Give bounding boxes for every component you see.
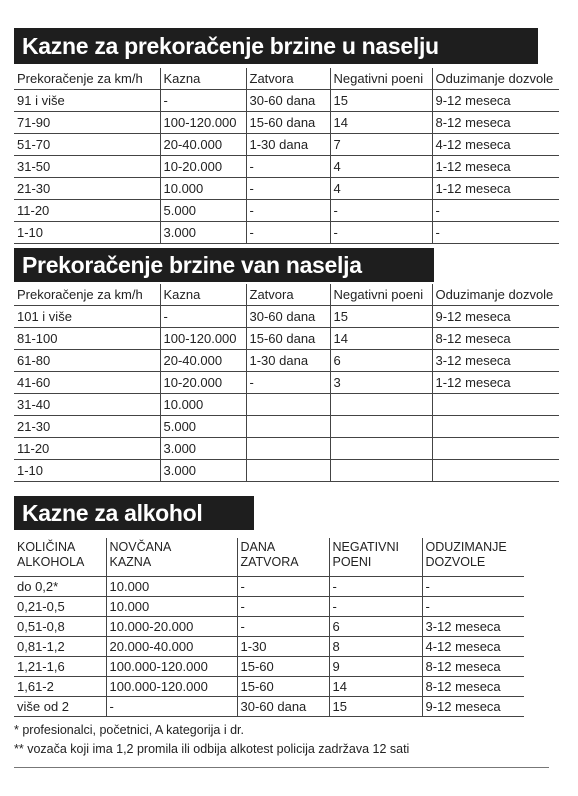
table-row bbox=[14, 460, 559, 482]
table-cell: 100-120.000 bbox=[160, 328, 246, 350]
column-header: NOVČANA KAZNA bbox=[106, 538, 237, 577]
table-row bbox=[14, 178, 559, 200]
table-cell: 1-12 meseca bbox=[432, 178, 559, 200]
table-row bbox=[14, 677, 524, 697]
column-header: KOLIČINA ALKOHOLA bbox=[14, 538, 106, 577]
table-cell bbox=[330, 460, 432, 482]
alcohol-table bbox=[14, 538, 524, 717]
table-cell: 4 bbox=[330, 178, 432, 200]
table-cell: 100-120.000 bbox=[160, 112, 246, 134]
table-row bbox=[14, 657, 524, 677]
table-cell: 91 i više bbox=[14, 90, 160, 112]
table-cell: 1-10 bbox=[14, 460, 160, 482]
table-header-row bbox=[14, 284, 559, 306]
table-cell: 5.000 bbox=[160, 200, 246, 222]
table-cell: 20-40.000 bbox=[160, 350, 246, 372]
table-cell bbox=[432, 460, 559, 482]
table-cell: 9 bbox=[329, 657, 422, 677]
table-cell bbox=[432, 394, 559, 416]
table-cell: 1-30 dana bbox=[246, 134, 330, 156]
column-header: Zatvora bbox=[246, 68, 330, 90]
table-cell: 15 bbox=[330, 306, 432, 328]
table-cell: 14 bbox=[329, 677, 422, 697]
footnote: * profesionalci, početnici, A kategorija i dr. bbox=[14, 723, 244, 737]
table-row bbox=[14, 222, 559, 244]
column-header: Oduzimanje dozvole bbox=[432, 284, 559, 306]
speed-urban-table bbox=[14, 68, 559, 244]
table-cell: 21-30 bbox=[14, 416, 160, 438]
table-cell: - bbox=[160, 90, 246, 112]
table-cell: 30-60 dana bbox=[246, 90, 330, 112]
table-cell: - bbox=[330, 200, 432, 222]
table-cell bbox=[330, 394, 432, 416]
table-cell: 31-50 bbox=[14, 156, 160, 178]
table-cell: 4 bbox=[330, 156, 432, 178]
table-cell: 0,81-1,2 bbox=[14, 637, 106, 657]
table-cell: 15 bbox=[329, 697, 422, 717]
table-cell: - bbox=[246, 372, 330, 394]
table-cell: 1-10 bbox=[14, 222, 160, 244]
table-cell: 10.000 bbox=[160, 178, 246, 200]
table-cell: - bbox=[160, 306, 246, 328]
column-header: Negativni poeni bbox=[330, 68, 432, 90]
column-header: Prekoračenje za km/h bbox=[14, 68, 160, 90]
footnotes bbox=[14, 721, 564, 759]
table-cell: 8-12 meseca bbox=[422, 657, 524, 677]
table-cell: 11-20 bbox=[14, 438, 160, 460]
column-header: Zatvora bbox=[246, 284, 330, 306]
table-cell: 51-70 bbox=[14, 134, 160, 156]
table-cell: 30-60 dana bbox=[237, 697, 329, 717]
table-cell: 0,51-0,8 bbox=[14, 617, 106, 637]
speed-rural-section bbox=[14, 248, 564, 482]
table-cell bbox=[246, 416, 330, 438]
table-cell: 6 bbox=[329, 617, 422, 637]
table-cell: 8-12 meseca bbox=[432, 328, 559, 350]
table-cell: 31-40 bbox=[14, 394, 160, 416]
column-header: Kazna bbox=[160, 284, 246, 306]
table-cell: 10.000 bbox=[160, 394, 246, 416]
table-cell: - bbox=[237, 577, 329, 597]
table-cell: 21-30 bbox=[14, 178, 160, 200]
table-cell: 71-90 bbox=[14, 112, 160, 134]
table-row bbox=[14, 697, 524, 717]
table-cell: više od 2 bbox=[14, 697, 106, 717]
table-cell: 10-20.000 bbox=[160, 372, 246, 394]
table-cell: 8-12 meseca bbox=[422, 677, 524, 697]
table-cell: 6 bbox=[330, 350, 432, 372]
table-row bbox=[14, 306, 559, 328]
table-cell: - bbox=[329, 577, 422, 597]
table-cell: 3-12 meseca bbox=[422, 617, 524, 637]
speed-rural-table bbox=[14, 284, 559, 482]
table-cell: 15-60 dana bbox=[246, 328, 330, 350]
table-cell: 81-100 bbox=[14, 328, 160, 350]
table-cell: 4-12 meseca bbox=[422, 637, 524, 657]
table-cell: 9-12 meseca bbox=[432, 306, 559, 328]
table-cell: do 0,2* bbox=[14, 577, 106, 597]
table-cell: - bbox=[106, 697, 237, 717]
table-cell: 1,21-1,6 bbox=[14, 657, 106, 677]
table-cell: 20-40.000 bbox=[160, 134, 246, 156]
table-cell: - bbox=[246, 156, 330, 178]
table-row bbox=[14, 394, 559, 416]
table-cell: 3.000 bbox=[160, 460, 246, 482]
table-cell: 3.000 bbox=[160, 222, 246, 244]
table-cell: 30-60 dana bbox=[246, 306, 330, 328]
table-cell: - bbox=[422, 577, 524, 597]
table-cell: 20.000-40.000 bbox=[106, 637, 237, 657]
table-cell: 7 bbox=[330, 134, 432, 156]
table-cell: 8 bbox=[329, 637, 422, 657]
table-cell: - bbox=[237, 597, 329, 617]
table-row bbox=[14, 372, 559, 394]
table-cell bbox=[246, 438, 330, 460]
table-cell: - bbox=[422, 597, 524, 617]
column-header: Oduzimanje dozvole bbox=[432, 68, 559, 90]
table-cell: - bbox=[432, 200, 559, 222]
table-cell: 14 bbox=[330, 112, 432, 134]
table-row bbox=[14, 597, 524, 617]
table-cell: 9-12 meseca bbox=[422, 697, 524, 717]
table-cell: 9-12 meseca bbox=[432, 90, 559, 112]
table-cell: - bbox=[246, 200, 330, 222]
column-header: NEGATIVNI POENI bbox=[329, 538, 422, 577]
table-cell: 3-12 meseca bbox=[432, 350, 559, 372]
table-cell bbox=[246, 460, 330, 482]
table-cell: 15-60 dana bbox=[246, 112, 330, 134]
table-cell: 1-30 dana bbox=[246, 350, 330, 372]
table-cell: 1-12 meseca bbox=[432, 372, 559, 394]
table-header-row bbox=[14, 68, 559, 90]
column-header: DANA ZATVORA bbox=[237, 538, 329, 577]
table-cell: 101 i više bbox=[14, 306, 160, 328]
column-header: Negativni poeni bbox=[330, 284, 432, 306]
table-cell bbox=[330, 416, 432, 438]
table-cell: 15-60 bbox=[237, 657, 329, 677]
table-cell bbox=[432, 416, 559, 438]
table-cell: - bbox=[432, 222, 559, 244]
table-cell: 14 bbox=[330, 328, 432, 350]
table-cell bbox=[432, 438, 559, 460]
speed-urban-section bbox=[14, 28, 564, 244]
table-row bbox=[14, 90, 559, 112]
table-row bbox=[14, 438, 559, 460]
table-cell bbox=[246, 394, 330, 416]
table-row bbox=[14, 617, 524, 637]
table-row bbox=[14, 350, 559, 372]
table-cell: 1-12 meseca bbox=[432, 156, 559, 178]
alcohol-section bbox=[14, 496, 564, 717]
speed-urban-title: Kazne za prekoračenje brzine u naselju bbox=[14, 28, 538, 64]
table-cell: 5.000 bbox=[160, 416, 246, 438]
table-header-row bbox=[14, 538, 524, 577]
table-row bbox=[14, 637, 524, 657]
table-cell bbox=[330, 438, 432, 460]
footnote: ** vozača koji ima 1,2 promila ili odbija alkotest policija zadržava 12 sati bbox=[14, 742, 410, 756]
table-row bbox=[14, 328, 559, 350]
table-cell: 0,21-0,5 bbox=[14, 597, 106, 617]
table-row bbox=[14, 200, 559, 222]
column-header: ODUZIMANJE DOZVOLE bbox=[422, 538, 524, 577]
column-header: Prekoračenje za km/h bbox=[14, 284, 160, 306]
table-cell: 41-60 bbox=[14, 372, 160, 394]
table-cell: 100.000-120.000 bbox=[106, 657, 237, 677]
table-row bbox=[14, 416, 559, 438]
table-cell: 10-20.000 bbox=[160, 156, 246, 178]
table-cell: 3 bbox=[330, 372, 432, 394]
speed-rural-title: Prekoračenje brzine van naselja bbox=[14, 248, 434, 282]
table-row bbox=[14, 156, 559, 178]
table-cell: - bbox=[246, 178, 330, 200]
table-cell: 1-30 bbox=[237, 637, 329, 657]
table-cell: 15-60 bbox=[237, 677, 329, 697]
table-cell: - bbox=[237, 617, 329, 637]
table-row bbox=[14, 134, 559, 156]
table-cell: 10.000-20.000 bbox=[106, 617, 237, 637]
table-cell: 1,61-2 bbox=[14, 677, 106, 697]
table-cell: 15 bbox=[330, 90, 432, 112]
divider bbox=[14, 767, 549, 768]
table-cell: - bbox=[330, 222, 432, 244]
table-cell: 8-12 meseca bbox=[432, 112, 559, 134]
column-header: Kazna bbox=[160, 68, 246, 90]
table-cell: - bbox=[329, 597, 422, 617]
table-cell: 10.000 bbox=[106, 577, 237, 597]
table-cell: 100.000-120.000 bbox=[106, 677, 237, 697]
table-row bbox=[14, 112, 559, 134]
table-cell: 61-80 bbox=[14, 350, 160, 372]
table-cell: 10.000 bbox=[106, 597, 237, 617]
page bbox=[14, 28, 564, 768]
table-row bbox=[14, 577, 524, 597]
table-cell: - bbox=[246, 222, 330, 244]
alcohol-title: Kazne za alkohol bbox=[14, 496, 254, 530]
table-cell: 4-12 meseca bbox=[432, 134, 559, 156]
table-cell: 11-20 bbox=[14, 200, 160, 222]
table-cell: 3.000 bbox=[160, 438, 246, 460]
